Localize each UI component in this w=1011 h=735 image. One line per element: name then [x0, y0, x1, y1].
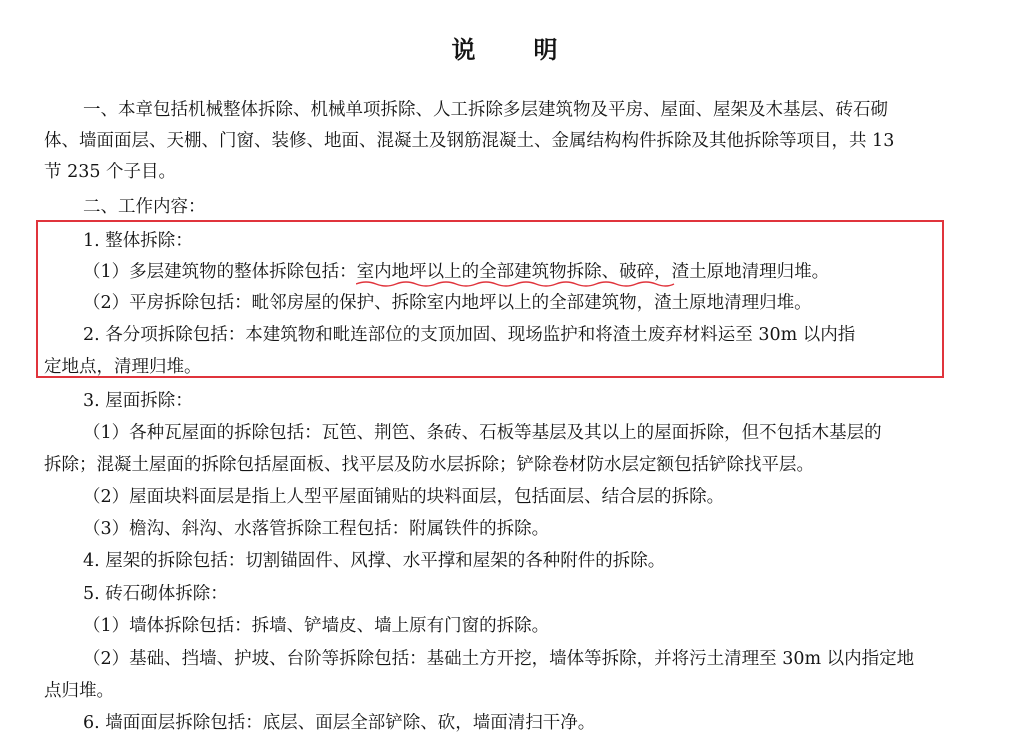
paragraph-1-line-1: 一、本章包括机械整体拆除、机械单项拆除、人工拆除多层建筑物及平房、屋面、屋架及木基层、砖石砌: [83, 100, 888, 120]
item-5-1: （1）墙体拆除包括：拆墙、铲墙皮、墙上原有门窗的拆除。: [83, 616, 550, 636]
red-underline-squiggle: [356, 278, 676, 290]
item-3-heading: 3. 屋面拆除：: [83, 391, 193, 411]
item-4: 4. 屋架的拆除包括：切割锚固件、风撑、水平撑和屋架的各种附件的拆除。: [83, 551, 666, 571]
item-1-1: （1）多层建筑物的整体拆除包括：室内地坪以上的全部建筑物拆除、破碎，渣土原地清理归堆。: [83, 262, 830, 282]
item-2-line-1: 2. 各分项拆除包括：本建筑物和毗连部位的支顶加固、现场监护和将渣土废弃材料运至 30m 以内指: [83, 325, 856, 345]
item-3-2: （2）屋面块料面层是指上人型平屋面铺贴的块料面层，包括面层、结合层的拆除。: [83, 487, 725, 507]
item-1-heading: 1. 整体拆除：: [83, 231, 193, 251]
item-5-2-line-2: 点归堆。: [44, 681, 114, 701]
paragraph-1-line-2: 体、墙面面层、天棚、门窗、装修、地面、混凝土及钢筋混凝土、金属结构构件拆除及其他拆除等项目，共 13: [44, 131, 895, 151]
item-5-2-line-1: （2）基础、挡墙、护坡、台阶等拆除包括：基础土方开挖，墙体等拆除，并将污土清理至 30m 以内指定地: [83, 649, 915, 669]
item-3-1-line-1: （1）各种瓦屋面的拆除包括：瓦笆、荆笆、条砖、石板等基层及其以上的屋面拆除，但不包括木基层的: [83, 423, 882, 443]
highlight-box: [36, 220, 944, 378]
item-2-line-2: 定地点，清理归堆。: [44, 357, 202, 377]
item-5-heading: 5. 砖石砌体拆除：: [83, 584, 228, 604]
page-title: 说 明: [451, 36, 560, 64]
item-1-2: （2）平房拆除包括：毗邻房屋的保护、拆除室内地坪以上的全部建筑物，渣土原地清理归堆。: [83, 293, 812, 313]
section-2-heading: 二、工作内容：: [83, 197, 206, 217]
item-3-1-line-2: 拆除；混凝土屋面的拆除包括屋面板、找平层及防水层拆除；铲除卷材防水层定额包括铲除找平层。: [44, 455, 814, 475]
item-6-partial: 6. 墙面面层拆除包括：底层、面层全部铲除、砍，墙面清扫干净。: [83, 713, 596, 733]
item-3-3: （3）檐沟、斜沟、水落管拆除工程包括：附属铁件的拆除。: [83, 519, 550, 539]
paragraph-1-line-3: 节 235 个子目。: [44, 162, 177, 182]
